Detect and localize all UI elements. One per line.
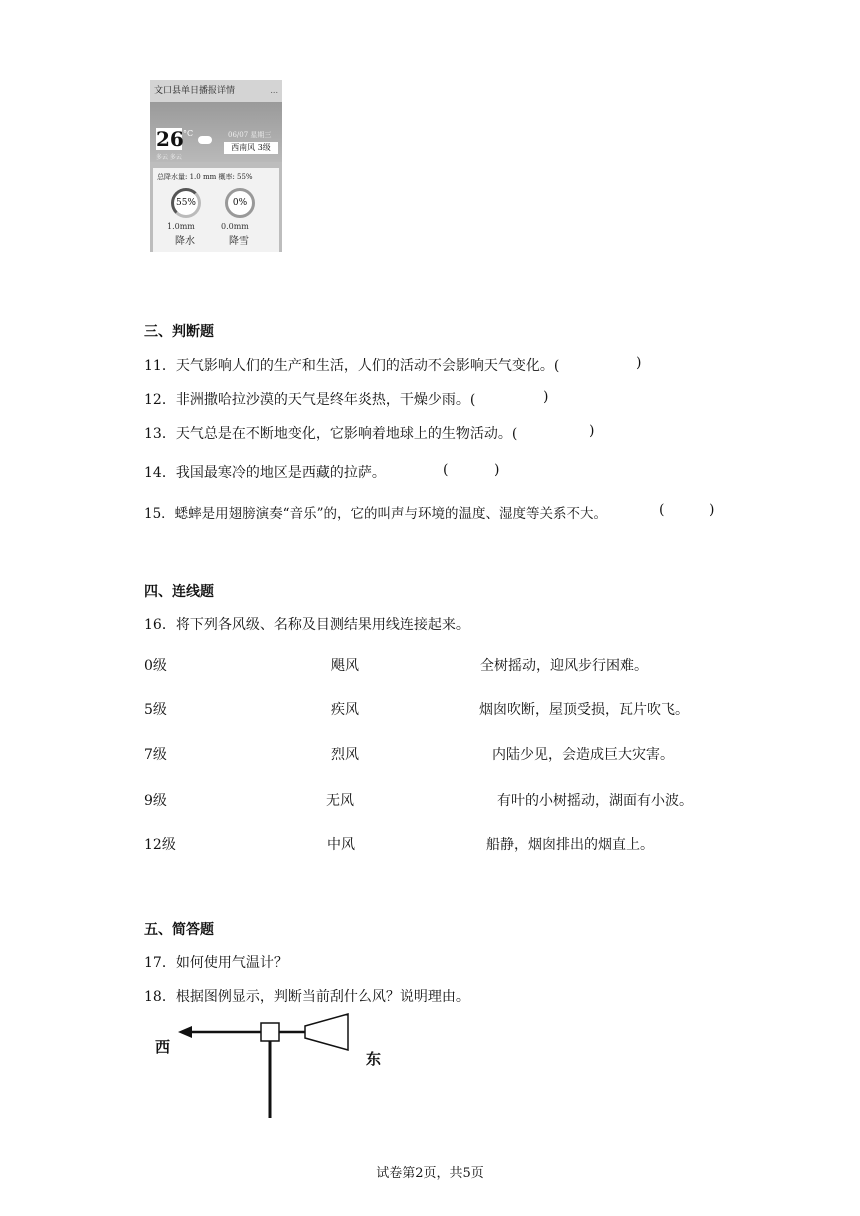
wind-name: 疾风: [331, 702, 359, 718]
question-12: [144, 389, 475, 409]
snow-amount: 0.0mm: [221, 222, 249, 231]
wind-result: 内陆少见，会造成巨大灾害。: [492, 747, 674, 763]
rain-probability-ring: 55%: [171, 188, 201, 218]
question-18: 18．根据图例显示，判断当前刮什么风？说明理由。: [144, 989, 470, 1005]
rain-amount: 1.0mm: [167, 222, 195, 231]
page-footer: 试卷第2页，共5页: [376, 1166, 484, 1181]
wind-result: 烟囱吹断，屋顶受损，瓦片吹飞。: [479, 702, 689, 718]
question-11: [144, 355, 559, 375]
wind-result: 全树摇动，迎风步行困难。: [480, 658, 648, 674]
wind-level: 0级: [144, 658, 167, 674]
wind-vane-diagram: [150, 1010, 370, 1120]
question-15: 15．蟋蟀是用翅膀演奏“音乐”的，它的叫声与环境的温度、湿度等关系不大。: [144, 506, 607, 522]
vane-pivot-box: [261, 1023, 279, 1041]
weather-header: [150, 80, 282, 102]
precipitation-stats: 总降水量: 1.0 mm 概率: 55%: [157, 173, 253, 181]
wind-name: 中风: [327, 837, 355, 853]
section-title-judgement: 三、判断题: [144, 324, 214, 340]
temperature-value: 26: [156, 127, 184, 151]
vane-tail: [305, 1014, 348, 1050]
wind-name: 烈风: [331, 747, 359, 763]
weather-date: 06/07 星期三: [228, 131, 272, 139]
precipitation-card: [153, 168, 279, 252]
section-title-matching: 四、连线题: [144, 584, 214, 600]
wind-badge: 西南风 3级: [224, 142, 278, 154]
answer-paren-close: ): [589, 423, 595, 439]
more-icon: ...: [270, 86, 278, 95]
wind-level: 5级: [144, 702, 167, 718]
wind-level: 7级: [144, 747, 167, 763]
wind-result: 有叶的小树摇动，湖面有小波。: [497, 793, 693, 809]
wind-level: 9级: [144, 793, 167, 809]
vane-arrowhead: [178, 1026, 192, 1038]
snow-probability-ring: 0%: [225, 188, 255, 218]
answer-paren-close: ): [494, 462, 500, 478]
wind-level: 12级: [144, 837, 176, 853]
temperature-unit: °C: [183, 129, 194, 138]
question-text: 12．非洲撒哈拉沙漠的天气是终年炎热，干燥少雨。(: [144, 392, 476, 408]
section-title-short-answer: 五、简答题: [144, 922, 214, 938]
direction-east-label: 东: [366, 1050, 382, 1068]
question-text: 11．天气影响人们的生产和生活，人们的活动不会影响天气变化。(: [144, 358, 560, 374]
wind-result: 船静，烟囱排出的烟直上。: [486, 837, 654, 853]
weather-condition: 多云 多云: [156, 154, 182, 161]
question-14: 14．我国最寒冷的地区是西藏的拉萨。: [144, 465, 386, 481]
question-text: 13．天气总是在不断地变化，它影响着地球上的生物活动。(: [144, 426, 518, 442]
question-17: 17．如何使用气温计？: [144, 955, 288, 971]
answer-paren-close: ): [543, 389, 549, 405]
answer-paren-open: (: [443, 462, 449, 478]
question-16: 16．将下列各风级、名称及目测结果用线连接起来。: [144, 617, 470, 633]
answer-paren-close: ): [636, 355, 642, 371]
snow-label: 降雪: [229, 236, 249, 247]
answer-paren-close: ): [709, 502, 715, 518]
weather-screenshot: [150, 80, 282, 252]
direction-west-label: 西: [155, 1038, 171, 1056]
wind-name: 飓风: [331, 658, 359, 674]
wind-name: 无风: [326, 793, 354, 809]
weather-title: 文口县单日播报详情: [154, 86, 236, 96]
cloud-icon: [198, 136, 212, 144]
answer-paren-open: (: [659, 502, 665, 518]
rain-label: 降水: [175, 236, 195, 247]
question-13: [144, 423, 517, 443]
